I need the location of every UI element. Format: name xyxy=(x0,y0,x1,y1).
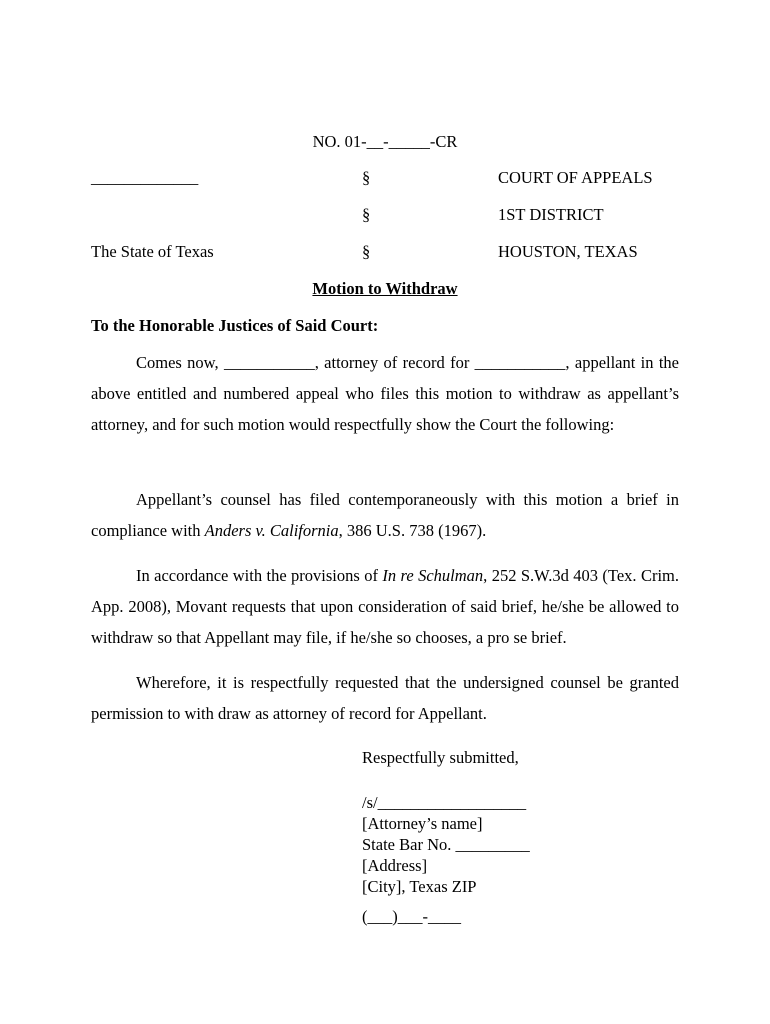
attorney-city-state-zip: [City], Texas ZIP xyxy=(362,877,477,896)
paragraph-comes-now: Comes now, ___________, attorney of record for ___________, appellant in the above entitled and numbered appeal who files this motion to withdraw as appellant’s attorney, and for such motion would respectfully show the Court the following: xyxy=(91,353,679,434)
attorney-phone: (___)___-____ xyxy=(362,907,461,926)
case-number: NO. 01-__-_____-CR xyxy=(312,132,458,151)
caption-section-symbol-3: § xyxy=(362,242,371,261)
paragraph-wherefore: Wherefore, it is respectfully requested that the undersigned counsel be granted permission to with draw as attorney of record for Appellant. xyxy=(91,673,679,723)
paragraph-anders-citation: , 386 U.S. 738 (1967). xyxy=(338,521,487,540)
salutation: To the Honorable Justices of Said Court: xyxy=(91,316,379,335)
caption-appellant-blank: _____________ xyxy=(91,168,199,187)
attorney-name: [Attorney’s name] xyxy=(362,814,483,833)
caption-section-symbol-1: § xyxy=(362,168,371,187)
paragraph-schulman-text: In accordance with the provisions of xyxy=(136,566,383,585)
caption-appellee: The State of Texas xyxy=(91,242,214,261)
case-citation-anders: Anders v. California xyxy=(204,521,339,540)
signature-line: /s/__________________ xyxy=(362,793,527,812)
caption-location: HOUSTON, TEXAS xyxy=(498,242,638,261)
caption-section-symbol-2: § xyxy=(362,205,371,224)
paragraph-anders-text: Appellant’s counsel has filed contemporaneously with this motion a brief in compliance with xyxy=(91,490,679,540)
paragraph-anders-brief xyxy=(91,484,679,546)
signature-block xyxy=(362,792,530,897)
state-bar-number: State Bar No. _________ xyxy=(362,835,530,854)
caption-district: 1ST DISTRICT xyxy=(498,205,604,224)
paragraph-schulman xyxy=(91,560,679,653)
caption-court-name: COURT OF APPEALS xyxy=(498,168,653,187)
paragraph-schulman-rest: , 252 S.W.3d 403 (Tex. Crim. App. 2008), Movant requests that upon consideration of said brief, he/she be allowed to withdraw so that Appellant may file, if he/she so chooses, a pro se brief. xyxy=(91,566,679,647)
motion-title: Motion to Withdraw xyxy=(312,279,458,298)
case-citation-schulman: In re Schulman xyxy=(382,566,484,585)
attorney-address: [Address] xyxy=(362,856,428,875)
signature-closing: Respectfully submitted, xyxy=(362,748,519,767)
